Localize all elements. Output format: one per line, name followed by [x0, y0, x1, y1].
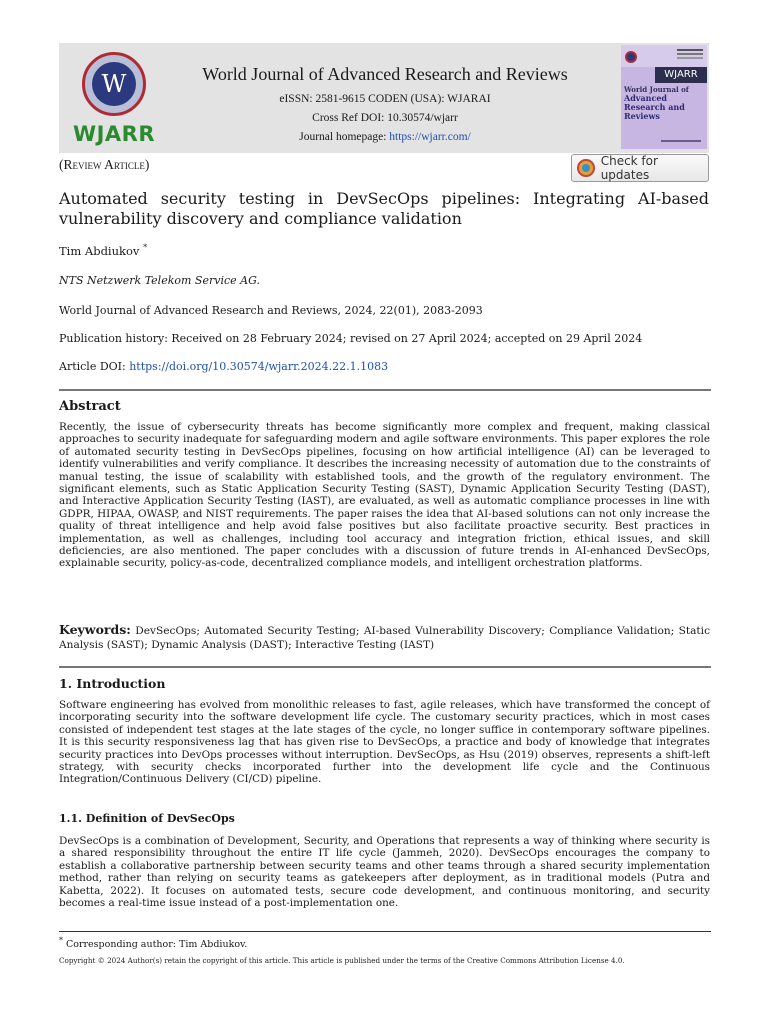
author-line	[59, 243, 147, 258]
article-doi	[59, 360, 388, 373]
journal-title: World Journal of Advanced Research and Reviews	[202, 64, 568, 84]
cover-journal-name: World Journal of Advanced Research and Reviews	[624, 85, 689, 121]
section-heading-definition: 1.1. Definition of DevSecOps	[59, 812, 235, 825]
cover-brand: WJARR	[655, 67, 707, 83]
keywords-label: Keywords:	[59, 622, 131, 637]
issn-line: eISSN: 2581-9615 CODEN (USA): WJARAI	[279, 93, 491, 105]
homepage-line	[160, 128, 610, 147]
homepage-link[interactable]: https://wjarr.com/	[389, 131, 471, 143]
footnote-divider	[59, 931, 711, 932]
logo-emblem	[82, 52, 146, 116]
affiliation: NTS Netzwerk Telekom Service AG.	[59, 274, 260, 287]
copyright-notice: Copyright © 2024 Author(s) retain the copyright of this article. This article is published under the terms of the Creative Commons Attribution License 4.0.	[59, 956, 625, 965]
crossmark-icon	[577, 159, 595, 177]
check-for-updates-label: Check for updates	[600, 154, 658, 182]
definition-text: DevSecOps is a combination of Development, Security, and Operations that represents a way of thinking where security is a shared responsibility throughout the entire IT life cycle (Jammeh, 2020). DevSecOps encourages the company to establish a collaborative partnership between security teams and other teams through a shared security implementation method, rather than relying on security teams as gatekeepers after deployment, as in traditional models (Putra and Kabetta, 2022). It focuses on automated tests, secure code development, and continuous monitoring, and security becomes a real-time issue instead of a post-implementation one.	[59, 835, 710, 910]
divider	[59, 666, 711, 668]
journal-meta	[160, 90, 610, 147]
article-type: (Review Article)	[59, 157, 150, 172]
article-type-label: Review Article	[63, 157, 145, 172]
introduction-text: Software engineering has evolved from monolithic releases to fast, agile releases, which have transformed the concept of incorporating security into the software development life cycle. The customary security practices, which in most cases consisted of independent test stages at the late stages of the cycle, no longer suffice in contemporary software pipelines. It is this security responsiveness lag that has given rise to DevSecOps, a practice and body of knowledge that integrates security practices into DevOps processes without interruption. DevSecOps, as Hsu (2019) observes, represents a shift-left strategy, with security checks incorporated further into the development life cycle and the Continuous Integration/Continuous Delivery (CI/CD) pipeline.	[59, 699, 710, 786]
doi-label: Article DOI:	[59, 360, 130, 373]
footnote: * Corresponding author: Tim Abdiukov.	[59, 936, 248, 951]
check-for-updates-button[interactable]	[571, 154, 709, 182]
journal-cover-thumbnail	[621, 45, 707, 149]
logo-letter: W	[92, 62, 136, 106]
corresponding-mark: *	[143, 243, 148, 252]
citation: World Journal of Advanced Research and Reviews, 2024, 22(01), 2083-2093	[59, 304, 483, 317]
journal-logo	[68, 52, 160, 148]
abstract-text: Recently, the issue of cybersecurity threats has become significantly more complex and frequent, making classical approaches to security inadequate for safeguarding modern and agile software environments. This paper explores the role of automated security testing in DevSecOps pipelines, focusing on how artificial intelligence (AI) can be leveraged to identify vulnerabilities and verify compliance. It describes the increasing necessity of automation due to the constraints of manual testing, the issue of scalability with established tools, and the growth of the regulatory environment. The significant elements, such as Static Application Security Testing (SAST), Dynamic Application Security Testing (DAST), and Interactive Application Security Testing (IAST), are evaluated, as well as automatic compliance processes in line with GDPR, HIPAA, OWASP, and NIST requirements. The paper raises the idea that AI-based solutions can not only increase the quality of threat intelligence and help avoid false positives but also facilitate proactive security. Best practices in implementation, as well as challenges, including tool accuracy and integration friction, ethical issues, and skill deficiencies, are also mentioned. The paper concludes with a discussion of future trends in AI-enhanced DevSecOps, explainable security, policy-as-code, decentralized compliance models, and intelligent orchestration platforms.	[59, 421, 710, 570]
section-heading-introduction: 1. Introduction	[59, 676, 166, 691]
crossref-line: Cross Ref DOI: 10.30574/wjarr	[312, 112, 458, 124]
homepage-label: Journal homepage:	[299, 131, 390, 143]
cover-logo-icon	[625, 51, 637, 63]
logo-text: WJARR	[72, 122, 156, 146]
keywords-text: DevSecOps; Automated Security Testing; AI-based Vulnerability Discovery; Compliance Validation; Static Analysis (SAST); Dynamic Analysis (DAST); Interactive Testing (IAST)	[59, 625, 710, 651]
abstract-heading: Abstract	[59, 399, 121, 414]
doi-link[interactable]: https://doi.org/10.30574/wjarr.2024.22.1.1083	[129, 360, 389, 373]
divider	[59, 389, 711, 391]
author-name: Tim Abdiukov	[59, 243, 140, 258]
article-title: Automated security testing in DevSecOps pipelines: Integrating AI-based vulnerability discovery and compliance validation	[59, 189, 709, 228]
publication-history: Publication history: Received on 28 February 2024; revised on 27 April 2024; accepted on 29 April 2024	[59, 332, 643, 345]
keywords	[59, 623, 710, 652]
